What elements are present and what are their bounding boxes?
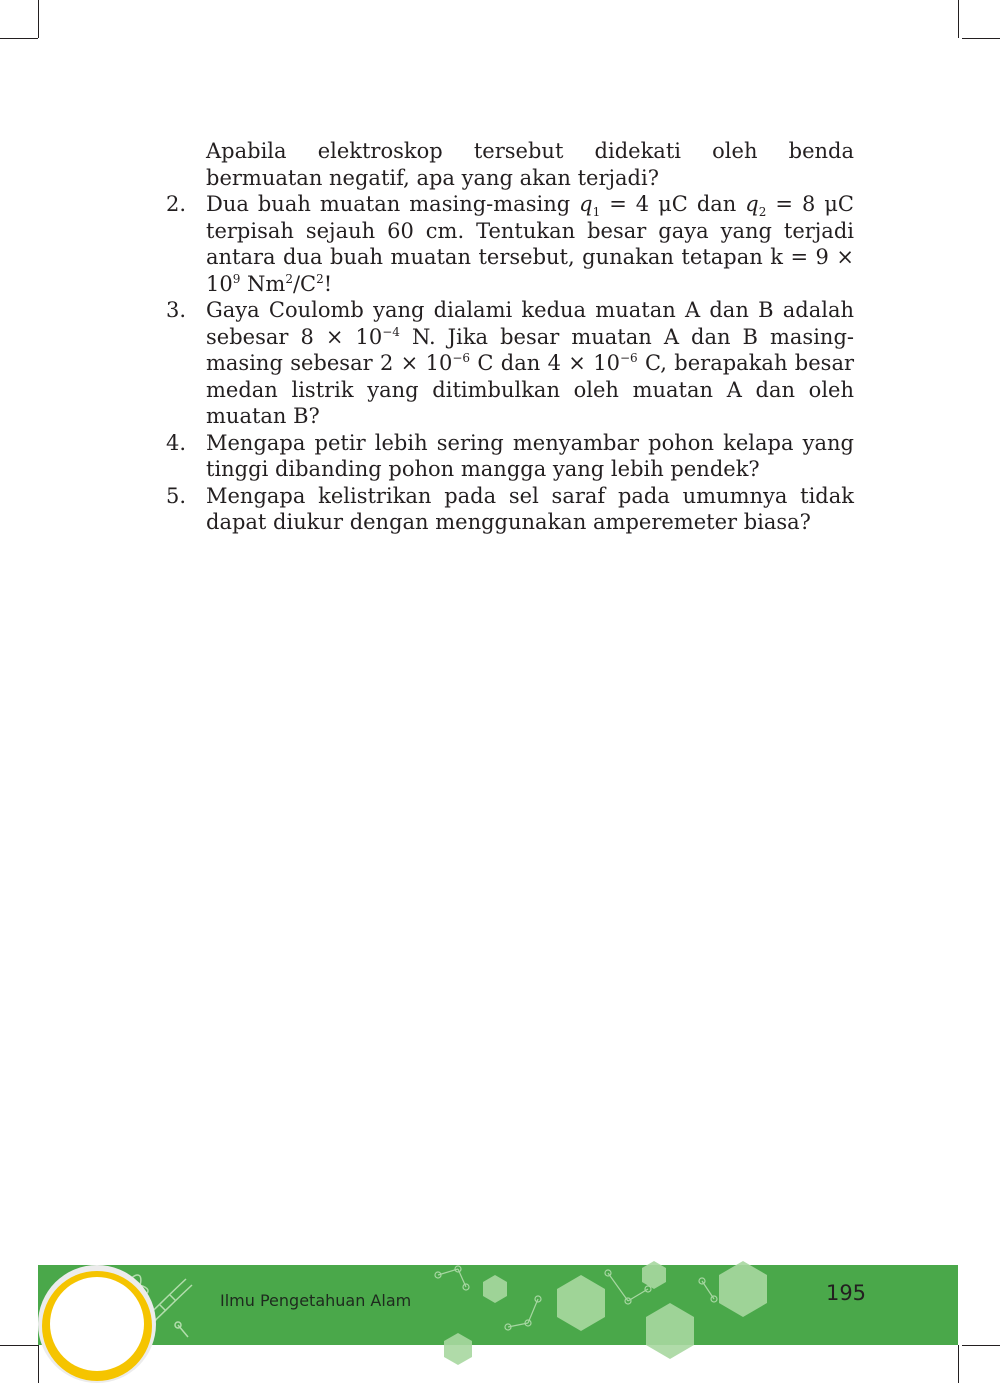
hexagon-decoration: [444, 1261, 767, 1365]
question-text: Mengapa kelistrikan pada sel saraf pada umumnya tidak dapat diukur dengan menggunakan amperemeter biasa?: [206, 483, 854, 534]
page-number: 195: [825, 1281, 867, 1305]
question-4: [166, 430, 854, 483]
question-number: 2.: [166, 192, 187, 216]
crop-mark: [38, 0, 39, 38]
crop-mark: [962, 1345, 1000, 1346]
question-text: Dua buah muatan masing-masing $q_1 = 4$ μC dan $q_2 = 8$ μC terpisah sejauh 60 cm. Tentukan besar gaya yang terjadi antara dua buah muatan tersebut, gunakan tetapan $k = 9 \times 10^9$ $Nm^2/C^2$!: [206, 192, 854, 296]
question-list: [166, 138, 854, 536]
question-5: [166, 483, 854, 536]
question-number: 3.: [166, 298, 187, 322]
crop-mark: [958, 0, 959, 38]
question-text: Gaya Coulomb yang dialami kedua muatan A dan B adalah sebesar $8 \times 10^{-4}$ N. Jika besar muatan A dan B masing-masing sebesar $2 \times 10^{-6}$ C dan $4 \times 10^{-6}$ C, berapakah besar medan listrik yang ditimbulkan oleh muatan A dan oleh muatan B?: [206, 298, 855, 428]
footer-decoration: [38, 1265, 958, 1345]
crop-mark: [958, 1345, 959, 1383]
footer-book-title: Ilmu Pengetahuan Alam: [220, 1291, 412, 1310]
question-number: 4.: [166, 430, 187, 455]
footer-band: [38, 1265, 958, 1345]
crop-mark: [0, 1345, 38, 1346]
crop-mark: [962, 38, 1000, 39]
question-2: [166, 191, 854, 297]
question-1-continuation: Apabila elektroskop tersebut didekati oleh benda bermuatan negatif, apa yang akan terjadi?: [206, 139, 854, 190]
question-number: 5.: [166, 483, 187, 508]
page-number-badge: [38, 1265, 156, 1383]
question-text: Mengapa petir lebih sering menyambar pohon kelapa yang tinggi dibanding pohon mangga yang lebih pendek?: [206, 430, 854, 481]
crop-mark: [0, 38, 38, 39]
question-3: [166, 297, 854, 430]
